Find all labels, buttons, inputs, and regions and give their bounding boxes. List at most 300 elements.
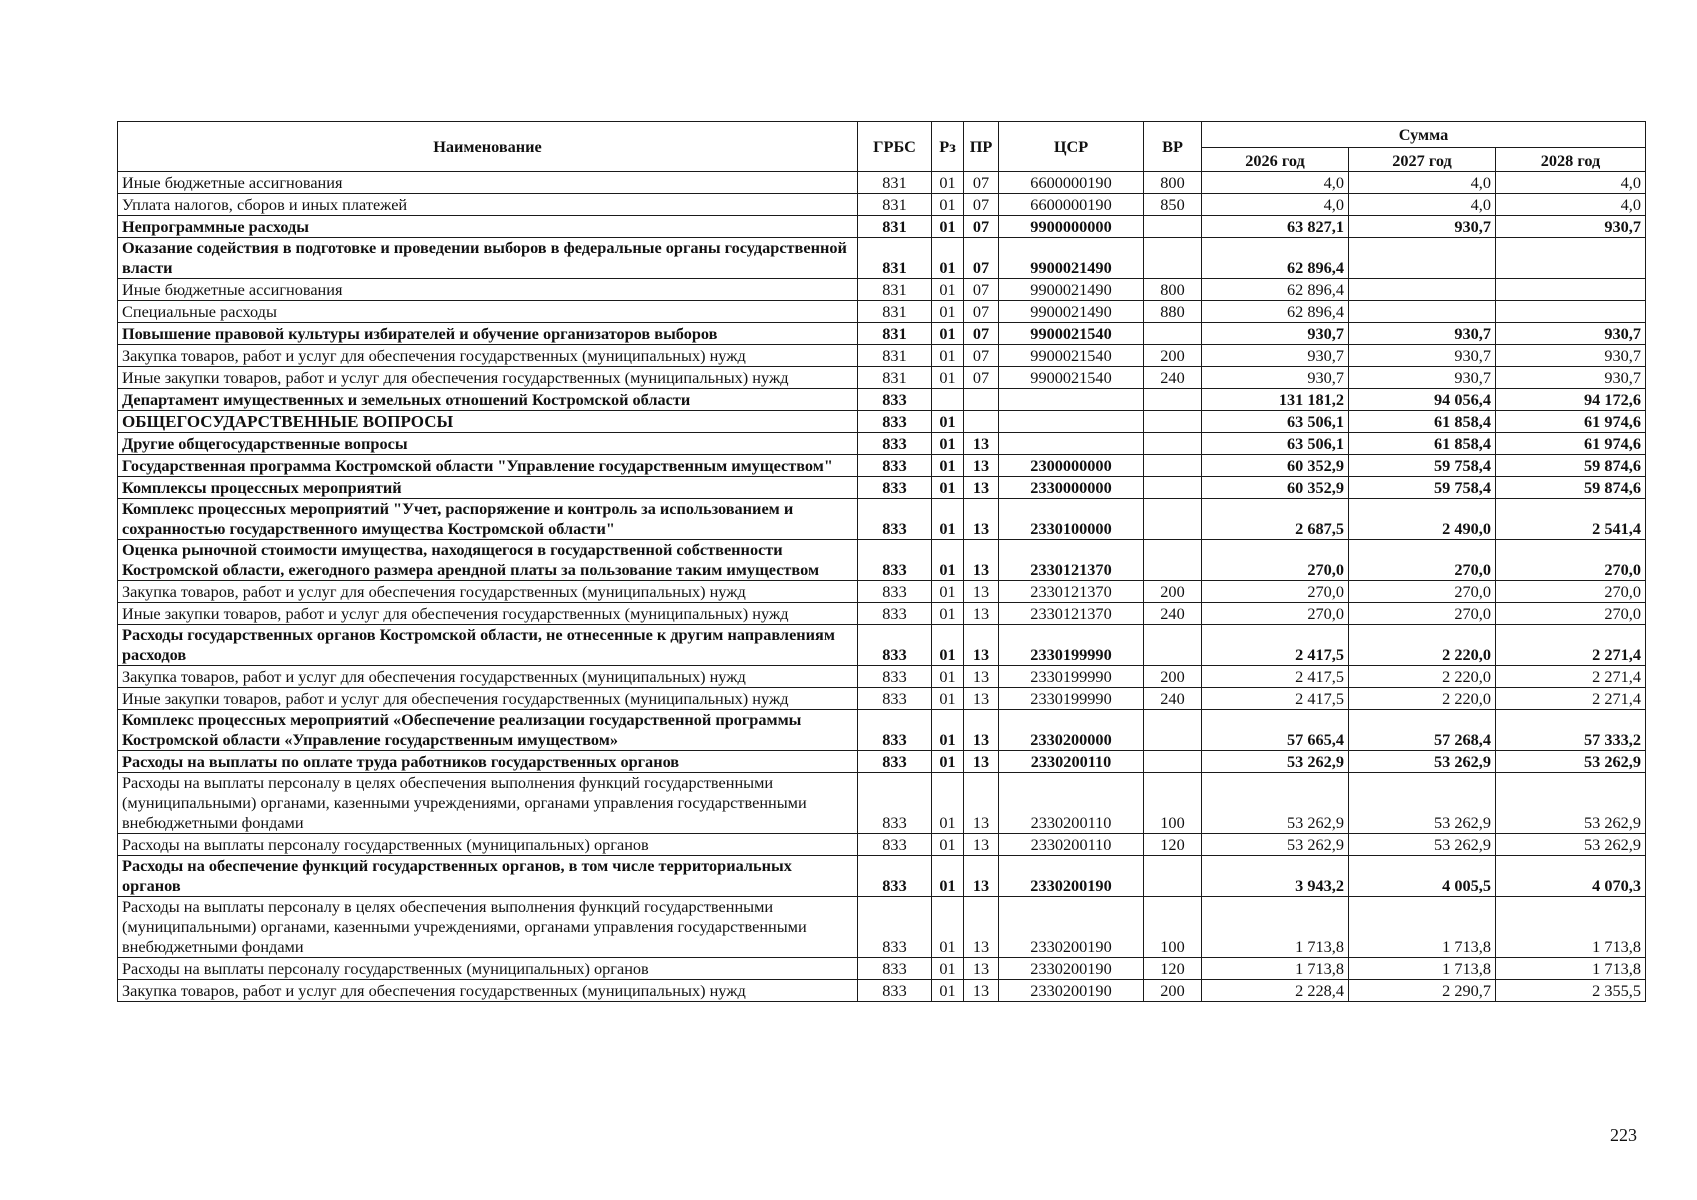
- cell-csr: 2330200110: [999, 773, 1144, 834]
- cell-2026: 930,7: [1202, 367, 1349, 389]
- cell-csr: 2330121370: [999, 581, 1144, 603]
- cell-name: Оценка рыночной стоимости имущества, находящегося в государственной собственности Костромской области, ежегодного размера арендной платы за пользование таким имуществом: [118, 540, 858, 581]
- cell-csr: 2300000000: [999, 455, 1144, 477]
- table-row: [118, 477, 1646, 499]
- cell-name: Оказание содействия в подготовке и проведении выборов в федеральные органы государственной власти: [118, 238, 858, 279]
- cell-name: Закупка товаров, работ и услуг для обеспечения государственных (муниципальных) нужд: [118, 345, 858, 367]
- cell-pr: 13: [964, 834, 999, 856]
- cell-csr: 9900021490: [999, 279, 1144, 301]
- cell-2027: 930,7: [1349, 323, 1496, 345]
- cell-name: Расходы на выплаты по оплате труда работников государственных органов: [118, 751, 858, 773]
- cell-vr: [1144, 433, 1202, 455]
- cell-2027: 2 220,0: [1349, 666, 1496, 688]
- col-header-sum: Сумма: [1202, 122, 1646, 148]
- cell-grbs: 833: [858, 856, 932, 897]
- cell-2026: 60 352,9: [1202, 455, 1349, 477]
- table-row: [118, 751, 1646, 773]
- cell-vr: 880: [1144, 301, 1202, 323]
- cell-2028: 4,0: [1496, 194, 1646, 216]
- cell-vr: [1144, 625, 1202, 666]
- cell-name: Иные закупки товаров, работ и услуг для обеспечения государственных (муниципальных) нужд: [118, 603, 858, 625]
- cell-name: Расходы на обеспечение функций государственных органов, в том числе территориальных органов: [118, 856, 858, 897]
- cell-name: Расходы государственных органов Костромской области, не отнесенные к другим направлениям расходов: [118, 625, 858, 666]
- cell-2028: 1 713,8: [1496, 958, 1646, 980]
- cell-2027: 59 758,4: [1349, 455, 1496, 477]
- cell-grbs: 831: [858, 323, 932, 345]
- cell-name: Повышение правовой культуры избирателей и обучение организаторов выборов: [118, 323, 858, 345]
- cell-rz: 01: [932, 323, 964, 345]
- cell-2027: 53 262,9: [1349, 751, 1496, 773]
- cell-vr: [1144, 751, 1202, 773]
- cell-pr: 13: [964, 958, 999, 980]
- cell-2026: 53 262,9: [1202, 834, 1349, 856]
- cell-vr: [1144, 389, 1202, 411]
- cell-rz: 01: [932, 345, 964, 367]
- cell-2026: 53 262,9: [1202, 773, 1349, 834]
- cell-vr: [1144, 238, 1202, 279]
- table-row: [118, 279, 1646, 301]
- cell-vr: [1144, 856, 1202, 897]
- cell-2027: 53 262,9: [1349, 773, 1496, 834]
- cell-pr: 07: [964, 238, 999, 279]
- cell-grbs: 831: [858, 367, 932, 389]
- table-row: [118, 194, 1646, 216]
- cell-2026: 270,0: [1202, 603, 1349, 625]
- table-row: [118, 301, 1646, 323]
- cell-2026: 63 827,1: [1202, 216, 1349, 238]
- cell-2028: 53 262,9: [1496, 773, 1646, 834]
- cell-name: ОБЩЕГОСУДАРСТВЕННЫЕ ВОПРОСЫ: [118, 411, 858, 433]
- table-row: [118, 455, 1646, 477]
- cell-rz: 01: [932, 279, 964, 301]
- cell-csr: 2330199990: [999, 688, 1144, 710]
- cell-2028: 4 070,3: [1496, 856, 1646, 897]
- cell-2027: 4,0: [1349, 194, 1496, 216]
- cell-2026: 62 896,4: [1202, 238, 1349, 279]
- cell-2027: 270,0: [1349, 540, 1496, 581]
- cell-vr: 240: [1144, 688, 1202, 710]
- cell-pr: 07: [964, 194, 999, 216]
- cell-rz: 01: [932, 301, 964, 323]
- cell-2026: 270,0: [1202, 581, 1349, 603]
- cell-grbs: 833: [858, 710, 932, 751]
- cell-csr: 9900021540: [999, 367, 1144, 389]
- cell-2028: 61 974,6: [1496, 411, 1646, 433]
- cell-2028: 4,0: [1496, 172, 1646, 194]
- cell-rz: 01: [932, 666, 964, 688]
- cell-rz: 01: [932, 897, 964, 958]
- cell-2028: 59 874,6: [1496, 477, 1646, 499]
- cell-2027: 59 758,4: [1349, 477, 1496, 499]
- col-header-2028: 2028 год: [1496, 148, 1646, 172]
- cell-2027: 4,0: [1349, 172, 1496, 194]
- cell-csr: 2330200190: [999, 897, 1144, 958]
- cell-pr: 07: [964, 279, 999, 301]
- cell-grbs: 833: [858, 603, 932, 625]
- cell-rz: 01: [932, 751, 964, 773]
- cell-2028: [1496, 279, 1646, 301]
- cell-grbs: 831: [858, 194, 932, 216]
- cell-rz: 01: [932, 238, 964, 279]
- cell-2028: 2 271,4: [1496, 688, 1646, 710]
- col-header-2027: 2027 год: [1349, 148, 1496, 172]
- cell-vr: [1144, 323, 1202, 345]
- cell-2026: 3 943,2: [1202, 856, 1349, 897]
- cell-grbs: 833: [858, 666, 932, 688]
- cell-vr: 200: [1144, 980, 1202, 1002]
- cell-grbs: 833: [858, 411, 932, 433]
- cell-grbs: 831: [858, 345, 932, 367]
- cell-name: Комплексы процессных мероприятий: [118, 477, 858, 499]
- table-row: [118, 499, 1646, 540]
- cell-2028: 2 541,4: [1496, 499, 1646, 540]
- cell-vr: 200: [1144, 345, 1202, 367]
- table-row: [118, 581, 1646, 603]
- table-row: [118, 389, 1646, 411]
- cell-2027: 2 220,0: [1349, 625, 1496, 666]
- cell-vr: [1144, 411, 1202, 433]
- cell-grbs: 833: [858, 688, 932, 710]
- cell-grbs: 833: [858, 433, 932, 455]
- cell-csr: 2330200000: [999, 710, 1144, 751]
- cell-pr: 07: [964, 323, 999, 345]
- cell-csr: 2330200110: [999, 834, 1144, 856]
- cell-pr: 13: [964, 897, 999, 958]
- cell-2028: 53 262,9: [1496, 751, 1646, 773]
- cell-2028: 1 713,8: [1496, 897, 1646, 958]
- cell-grbs: 833: [858, 455, 932, 477]
- cell-rz: 01: [932, 433, 964, 455]
- cell-2026: 1 713,8: [1202, 897, 1349, 958]
- table-row: [118, 216, 1646, 238]
- col-header-csr: ЦСР: [999, 122, 1144, 172]
- cell-name: Расходы на выплаты персоналу государственных (муниципальных) органов: [118, 834, 858, 856]
- cell-rz: 01: [932, 477, 964, 499]
- cell-csr: 6600000190: [999, 172, 1144, 194]
- cell-2028: 2 271,4: [1496, 625, 1646, 666]
- cell-csr: [999, 389, 1144, 411]
- cell-vr: [1144, 499, 1202, 540]
- cell-2026: 60 352,9: [1202, 477, 1349, 499]
- cell-2027: 270,0: [1349, 581, 1496, 603]
- cell-vr: 800: [1144, 172, 1202, 194]
- cell-vr: 120: [1144, 834, 1202, 856]
- header-row: [118, 122, 1646, 148]
- cell-pr: 13: [964, 773, 999, 834]
- cell-csr: 2330000000: [999, 477, 1144, 499]
- cell-pr: 07: [964, 367, 999, 389]
- col-header-pr: ПР: [964, 122, 999, 172]
- table-row: [118, 540, 1646, 581]
- cell-pr: 13: [964, 710, 999, 751]
- table-row: [118, 980, 1646, 1002]
- cell-pr: [964, 389, 999, 411]
- cell-2028: 57 333,2: [1496, 710, 1646, 751]
- cell-2026: 62 896,4: [1202, 279, 1349, 301]
- cell-2026: 2 228,4: [1202, 980, 1349, 1002]
- cell-csr: 2330121370: [999, 603, 1144, 625]
- cell-2027: 930,7: [1349, 216, 1496, 238]
- cell-pr: 13: [964, 856, 999, 897]
- cell-name: Расходы на выплаты персоналу в целях обеспечения выполнения функций государственными (муниципальными) органами, казенными учреждениями, органами управления государственными внебюджетными фондами: [118, 773, 858, 834]
- page-number: 223: [1610, 1125, 1637, 1145]
- budget-table: [117, 121, 1646, 1002]
- cell-csr: 2330199990: [999, 625, 1144, 666]
- table-row: [118, 238, 1646, 279]
- cell-2026: 930,7: [1202, 323, 1349, 345]
- cell-csr: 9900021540: [999, 345, 1144, 367]
- cell-2027: 53 262,9: [1349, 834, 1496, 856]
- cell-pr: 13: [964, 455, 999, 477]
- cell-grbs: 833: [858, 751, 932, 773]
- cell-grbs: 833: [858, 499, 932, 540]
- cell-2026: 63 506,1: [1202, 433, 1349, 455]
- cell-2028: 53 262,9: [1496, 834, 1646, 856]
- cell-2027: 930,7: [1349, 345, 1496, 367]
- cell-2027: [1349, 238, 1496, 279]
- cell-2028: [1496, 238, 1646, 279]
- cell-2026: 131 181,2: [1202, 389, 1349, 411]
- cell-csr: 9900000000: [999, 216, 1144, 238]
- cell-vr: 100: [1144, 897, 1202, 958]
- cell-2026: 57 665,4: [1202, 710, 1349, 751]
- cell-vr: 800: [1144, 279, 1202, 301]
- cell-2026: 4,0: [1202, 194, 1349, 216]
- cell-csr: 9900021490: [999, 238, 1144, 279]
- cell-2026: 2 687,5: [1202, 499, 1349, 540]
- cell-2026: 4,0: [1202, 172, 1349, 194]
- cell-csr: 9900021540: [999, 323, 1144, 345]
- cell-grbs: 831: [858, 216, 932, 238]
- cell-2028: [1496, 301, 1646, 323]
- cell-vr: 850: [1144, 194, 1202, 216]
- cell-rz: 01: [932, 958, 964, 980]
- cell-2027: 61 858,4: [1349, 433, 1496, 455]
- cell-2027: 61 858,4: [1349, 411, 1496, 433]
- cell-name: Иные закупки товаров, работ и услуг для обеспечения государственных (муниципальных) нужд: [118, 688, 858, 710]
- cell-pr: 07: [964, 301, 999, 323]
- cell-grbs: 831: [858, 172, 932, 194]
- cell-rz: 01: [932, 581, 964, 603]
- cell-2027: 1 713,8: [1349, 897, 1496, 958]
- cell-rz: 01: [932, 625, 964, 666]
- cell-grbs: 833: [858, 477, 932, 499]
- cell-rz: 01: [932, 499, 964, 540]
- cell-name: Департамент имущественных и земельных отношений Костромской области: [118, 389, 858, 411]
- table-row: [118, 172, 1646, 194]
- cell-grbs: 833: [858, 389, 932, 411]
- table-body: [118, 172, 1646, 1002]
- col-header-2026: 2026 год: [1202, 148, 1349, 172]
- cell-rz: 01: [932, 172, 964, 194]
- cell-rz: 01: [932, 603, 964, 625]
- cell-vr: 120: [1144, 958, 1202, 980]
- cell-pr: 07: [964, 216, 999, 238]
- cell-vr: 100: [1144, 773, 1202, 834]
- table-row: [118, 666, 1646, 688]
- cell-2027: 4 005,5: [1349, 856, 1496, 897]
- cell-rz: 01: [932, 773, 964, 834]
- cell-grbs: 831: [858, 279, 932, 301]
- cell-name: Уплата налогов, сборов и иных платежей: [118, 194, 858, 216]
- cell-vr: 240: [1144, 367, 1202, 389]
- cell-vr: 240: [1144, 603, 1202, 625]
- cell-2026: 2 417,5: [1202, 625, 1349, 666]
- col-header-rz: Рз: [932, 122, 964, 172]
- cell-2028: 94 172,6: [1496, 389, 1646, 411]
- cell-2026: 2 417,5: [1202, 666, 1349, 688]
- cell-grbs: 831: [858, 238, 932, 279]
- cell-2027: 2 290,7: [1349, 980, 1496, 1002]
- table-row: [118, 688, 1646, 710]
- cell-pr: 13: [964, 688, 999, 710]
- col-header-vr: ВР: [1144, 122, 1202, 172]
- cell-2027: [1349, 301, 1496, 323]
- cell-name: Расходы на выплаты персоналу государственных (муниципальных) органов: [118, 958, 858, 980]
- cell-name: Закупка товаров, работ и услуг для обеспечения государственных (муниципальных) нужд: [118, 666, 858, 688]
- cell-2027: 57 268,4: [1349, 710, 1496, 751]
- table-row: [118, 773, 1646, 834]
- cell-name: Закупка товаров, работ и услуг для обеспечения государственных (муниципальных) нужд: [118, 581, 858, 603]
- table-row: [118, 834, 1646, 856]
- cell-csr: 6600000190: [999, 194, 1144, 216]
- table-row: [118, 367, 1646, 389]
- cell-csr: 2330199990: [999, 666, 1144, 688]
- cell-grbs: 833: [858, 834, 932, 856]
- cell-2026: 63 506,1: [1202, 411, 1349, 433]
- cell-csr: 2330200190: [999, 856, 1144, 897]
- table-row: [118, 323, 1646, 345]
- cell-rz: 01: [932, 688, 964, 710]
- cell-2026: 2 417,5: [1202, 688, 1349, 710]
- cell-rz: [932, 389, 964, 411]
- cell-rz: 01: [932, 710, 964, 751]
- table-row: [118, 710, 1646, 751]
- cell-2026: 53 262,9: [1202, 751, 1349, 773]
- cell-pr: [964, 411, 999, 433]
- table-row: [118, 625, 1646, 666]
- cell-rz: 01: [932, 980, 964, 1002]
- cell-2028: 2 271,4: [1496, 666, 1646, 688]
- cell-2028: 2 355,5: [1496, 980, 1646, 1002]
- cell-2028: 930,7: [1496, 216, 1646, 238]
- cell-2026: 270,0: [1202, 540, 1349, 581]
- cell-2028: 270,0: [1496, 603, 1646, 625]
- cell-2026: 62 896,4: [1202, 301, 1349, 323]
- table-row: [118, 345, 1646, 367]
- cell-name: Иные закупки товаров, работ и услуг для обеспечения государственных (муниципальных) нужд: [118, 367, 858, 389]
- cell-grbs: 833: [858, 625, 932, 666]
- cell-2027: 270,0: [1349, 603, 1496, 625]
- cell-vr: [1144, 477, 1202, 499]
- cell-name: Иные бюджетные ассигнования: [118, 172, 858, 194]
- cell-csr: 2330200110: [999, 751, 1144, 773]
- table-row: [118, 958, 1646, 980]
- cell-name: Закупка товаров, работ и услуг для обеспечения государственных (муниципальных) нужд: [118, 980, 858, 1002]
- cell-pr: 07: [964, 172, 999, 194]
- cell-rz: 01: [932, 216, 964, 238]
- cell-2028: 59 874,6: [1496, 455, 1646, 477]
- cell-name: Комплекс процессных мероприятий "Учет, распоряжение и контроль за использованием и сохранностью государственного имущества Костромской области": [118, 499, 858, 540]
- cell-csr: 2330100000: [999, 499, 1144, 540]
- cell-name: Расходы на выплаты персоналу в целях обеспечения выполнения функций государственными (муниципальными) органами, казенными учреждениями, органами управления государственными внебюджетными фондами: [118, 897, 858, 958]
- cell-rz: 01: [932, 455, 964, 477]
- table-row: [118, 411, 1646, 433]
- cell-vr: [1144, 540, 1202, 581]
- cell-grbs: 833: [858, 958, 932, 980]
- cell-name: Иные бюджетные ассигнования: [118, 279, 858, 301]
- cell-2028: 930,7: [1496, 345, 1646, 367]
- cell-2027: 2 220,0: [1349, 688, 1496, 710]
- cell-pr: 13: [964, 625, 999, 666]
- cell-pr: 13: [964, 581, 999, 603]
- cell-csr: 2330200190: [999, 980, 1144, 1002]
- cell-name: Специальные расходы: [118, 301, 858, 323]
- cell-rz: 01: [932, 194, 964, 216]
- cell-2028: 930,7: [1496, 323, 1646, 345]
- cell-pr: 13: [964, 751, 999, 773]
- cell-csr: 2330121370: [999, 540, 1144, 581]
- cell-grbs: 831: [858, 301, 932, 323]
- cell-2026: 1 713,8: [1202, 958, 1349, 980]
- cell-grbs: 833: [858, 540, 932, 581]
- cell-name: Государственная программа Костромской области "Управление государственным имуществом": [118, 455, 858, 477]
- cell-pr: 13: [964, 980, 999, 1002]
- cell-vr: [1144, 455, 1202, 477]
- cell-rz: 01: [932, 834, 964, 856]
- cell-grbs: 833: [858, 980, 932, 1002]
- cell-csr: [999, 433, 1144, 455]
- cell-csr: 2330200190: [999, 958, 1144, 980]
- cell-pr: 13: [964, 666, 999, 688]
- cell-name: Другие общегосударственные вопросы: [118, 433, 858, 455]
- table-row: [118, 897, 1646, 958]
- col-header-grbs: ГРБС: [858, 122, 932, 172]
- cell-rz: 01: [932, 856, 964, 897]
- cell-vr: 200: [1144, 581, 1202, 603]
- cell-2027: [1349, 279, 1496, 301]
- cell-2027: 2 490,0: [1349, 499, 1496, 540]
- cell-2027: 1 713,8: [1349, 958, 1496, 980]
- table-row: [118, 603, 1646, 625]
- cell-grbs: 833: [858, 897, 932, 958]
- table-row: [118, 856, 1646, 897]
- cell-pr: 13: [964, 603, 999, 625]
- table-row: [118, 433, 1646, 455]
- cell-pr: 13: [964, 499, 999, 540]
- cell-2028: 270,0: [1496, 581, 1646, 603]
- cell-rz: 01: [932, 367, 964, 389]
- cell-vr: [1144, 710, 1202, 751]
- cell-2026: 930,7: [1202, 345, 1349, 367]
- cell-vr: 200: [1144, 666, 1202, 688]
- cell-grbs: 833: [858, 581, 932, 603]
- cell-2028: 270,0: [1496, 540, 1646, 581]
- cell-rz: 01: [932, 540, 964, 581]
- cell-2028: 930,7: [1496, 367, 1646, 389]
- cell-csr: 9900021490: [999, 301, 1144, 323]
- cell-2028: 61 974,6: [1496, 433, 1646, 455]
- cell-csr: [999, 411, 1144, 433]
- cell-2027: 930,7: [1349, 367, 1496, 389]
- cell-pr: 13: [964, 540, 999, 581]
- cell-pr: 07: [964, 345, 999, 367]
- col-header-name: Наименование: [118, 122, 858, 172]
- cell-2027: 94 056,4: [1349, 389, 1496, 411]
- cell-pr: 13: [964, 477, 999, 499]
- cell-rz: 01: [932, 411, 964, 433]
- cell-vr: [1144, 216, 1202, 238]
